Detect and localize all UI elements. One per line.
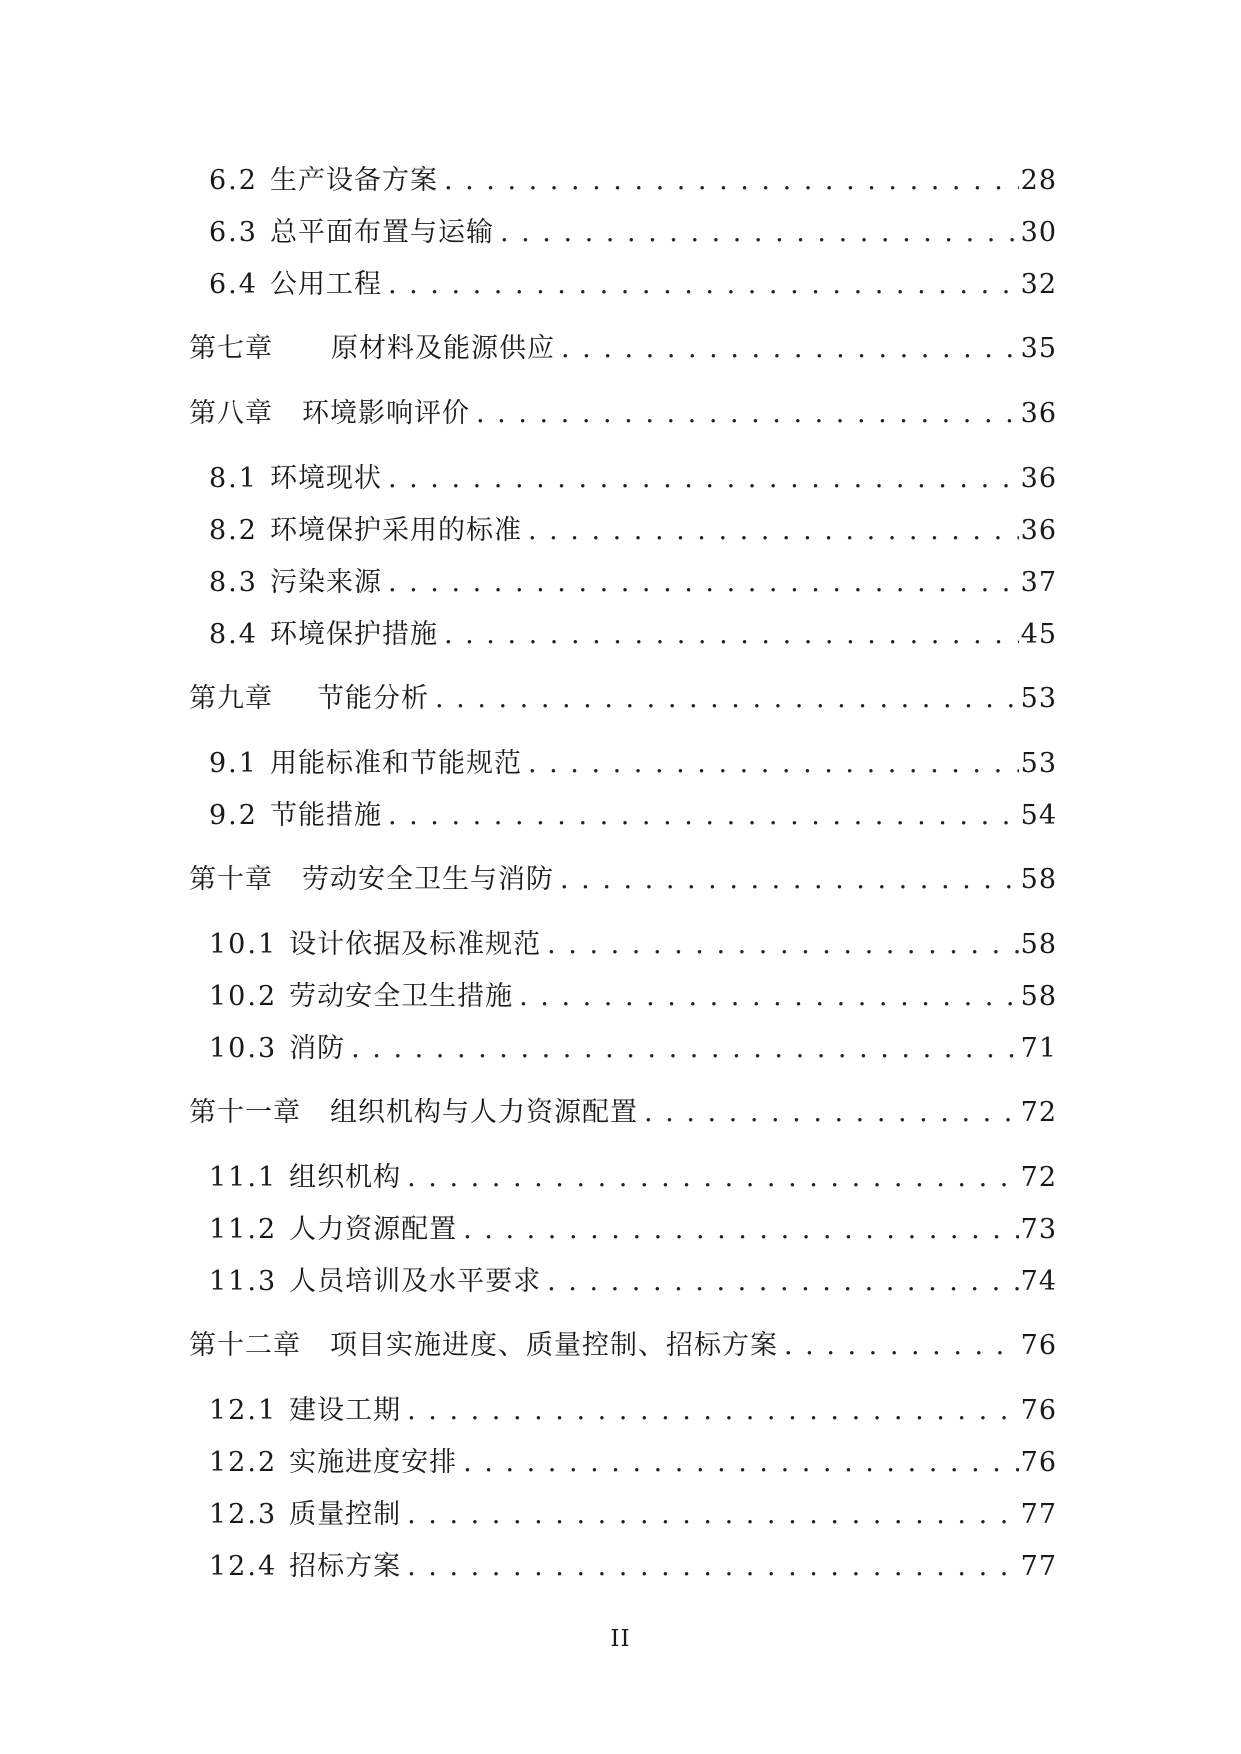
toc-entry-page: 73 xyxy=(1020,1214,1057,1245)
toc-entry-section[interactable] xyxy=(209,1029,1057,1069)
toc-entry-number: 6.2 xyxy=(209,165,258,196)
toc-entry-number: 10.1 xyxy=(209,929,278,960)
toc-entry-chapter[interactable] xyxy=(189,679,1057,719)
toc-entry-page: 36 xyxy=(1020,515,1057,546)
toc-entry-page: 36 xyxy=(1020,398,1057,429)
toc-entry-number: 12.1 xyxy=(209,1395,278,1426)
toc-entry-page: 53 xyxy=(1020,748,1057,779)
toc-entry-title: 用能标准和节能规范 xyxy=(269,748,522,779)
toc-entry-page: 45 xyxy=(1020,619,1057,650)
page-number: II xyxy=(610,1626,631,1652)
dot-leader xyxy=(388,459,1019,499)
toc-entry-number: 6.4 xyxy=(209,269,258,300)
toc-entry-page: 72 xyxy=(1020,1097,1057,1128)
dot-leader xyxy=(644,1093,1019,1133)
toc-entry-number: 11.1 xyxy=(209,1162,278,1193)
toc-entry-title: 组织机构与人力资源配置 xyxy=(330,1097,638,1128)
toc-entry-page: 37 xyxy=(1020,567,1057,598)
toc-entry-title: 质量控制 xyxy=(289,1499,402,1530)
dot-leader xyxy=(500,213,1019,253)
toc-entry-title: 原材料及能源供应 xyxy=(331,333,555,364)
toc-entry-title: 建设工期 xyxy=(289,1395,402,1426)
toc-entry-number: 6.3 xyxy=(209,217,258,248)
toc-entry-title: 公用工程 xyxy=(269,269,382,300)
toc-entry-number: 8.3 xyxy=(209,567,258,598)
toc-entry-title: 总平面布置与运输 xyxy=(269,217,494,248)
toc-entry-number: 第九章 xyxy=(189,683,273,714)
toc-entry-section[interactable] xyxy=(209,1158,1057,1198)
toc-entry-page: 76 xyxy=(1020,1395,1057,1426)
toc-entry-title: 招标方案 xyxy=(289,1551,402,1582)
dot-leader xyxy=(444,615,1019,655)
toc-entry-number: 10.2 xyxy=(209,981,278,1012)
toc-entry-chapter[interactable] xyxy=(189,329,1057,369)
toc-entry-title: 实施进度安排 xyxy=(289,1447,458,1478)
toc-entry-section[interactable] xyxy=(209,1262,1057,1302)
toc-entry-section[interactable] xyxy=(209,213,1057,253)
toc-entry-section[interactable] xyxy=(209,796,1057,836)
dot-leader xyxy=(519,977,1019,1017)
toc-entry-section[interactable] xyxy=(209,1547,1057,1587)
dot-leader xyxy=(407,1158,1019,1198)
toc-entry-title: 节能措施 xyxy=(269,800,382,831)
toc-entry-section[interactable] xyxy=(209,1443,1057,1483)
toc-entry-title: 人员培训及水平要求 xyxy=(289,1266,542,1297)
toc-entry-title: 生产设备方案 xyxy=(269,165,438,196)
dot-leader xyxy=(784,1326,1019,1366)
toc-entry-page: 58 xyxy=(1020,929,1057,960)
toc-entry-title: 项目实施进度、质量控制、招标方案 xyxy=(330,1330,778,1361)
toc-entry-number: 9.2 xyxy=(209,800,258,831)
toc-entry-page: 71 xyxy=(1020,1033,1057,1064)
toc-entry-title: 劳动安全卫生措施 xyxy=(289,981,514,1012)
dot-leader xyxy=(560,860,1019,900)
toc-entry-section[interactable] xyxy=(209,1391,1057,1431)
dot-leader xyxy=(388,265,1019,305)
toc-entry-title: 环境现状 xyxy=(269,463,382,494)
dot-leader xyxy=(463,1443,1019,1483)
toc-entry-number: 12.2 xyxy=(209,1447,278,1478)
toc-entry-page: 35 xyxy=(1020,333,1057,364)
dot-leader xyxy=(547,925,1019,965)
toc-entry-page: 28 xyxy=(1020,165,1057,196)
toc-entry-title: 环境保护采用的标准 xyxy=(269,515,522,546)
toc-entry-title: 人力资源配置 xyxy=(289,1214,458,1245)
dot-leader xyxy=(463,1210,1019,1250)
toc-entry-page: 76 xyxy=(1020,1330,1057,1361)
toc-entry-page: 58 xyxy=(1020,981,1057,1012)
toc-entry-section[interactable] xyxy=(209,161,1057,201)
dot-leader xyxy=(476,394,1019,434)
toc-entry-page: 74 xyxy=(1020,1266,1057,1297)
toc-entry-page: 76 xyxy=(1020,1447,1057,1478)
dot-leader xyxy=(561,329,1019,369)
toc-entry-section[interactable] xyxy=(209,744,1057,784)
toc-entry-page: 53 xyxy=(1020,683,1057,714)
toc-entry-number: 9.1 xyxy=(209,748,258,779)
toc-entry-number: 第十章 xyxy=(189,864,273,895)
toc-entry-number: 11.3 xyxy=(209,1266,278,1297)
toc-entry-section[interactable] xyxy=(209,511,1057,551)
toc-entry-page: 77 xyxy=(1020,1499,1057,1530)
toc-entry-section[interactable] xyxy=(209,925,1057,965)
toc-entry-number: 11.2 xyxy=(209,1214,278,1245)
toc-entry-title: 节能分析 xyxy=(317,683,429,714)
toc-entry-number: 12.3 xyxy=(209,1499,278,1530)
dot-leader xyxy=(407,1391,1019,1431)
toc-entry-section[interactable] xyxy=(209,1210,1057,1250)
toc-entry-chapter[interactable] xyxy=(189,1093,1057,1133)
toc-entry-chapter[interactable] xyxy=(189,860,1057,900)
dot-leader xyxy=(407,1547,1019,1587)
toc-entry-page: 77 xyxy=(1020,1551,1057,1582)
dot-leader xyxy=(444,161,1019,201)
toc-entry-number: 8.1 xyxy=(209,463,258,494)
dot-leader xyxy=(435,679,1019,719)
dot-leader xyxy=(388,796,1019,836)
dot-leader xyxy=(388,563,1019,603)
toc-entry-section[interactable] xyxy=(209,563,1057,603)
toc-entry-page: 32 xyxy=(1020,269,1057,300)
dot-leader xyxy=(528,744,1019,784)
toc-entry-title: 消防 xyxy=(289,1033,346,1064)
toc-entry-chapter[interactable] xyxy=(189,394,1057,434)
toc-entry-section[interactable] xyxy=(209,977,1057,1017)
toc-entry-title: 污染来源 xyxy=(269,567,382,598)
toc-entry-number: 8.2 xyxy=(209,515,258,546)
toc-entry-number: 第十二章 xyxy=(189,1330,301,1361)
toc-entry-chapter[interactable] xyxy=(189,1326,1057,1366)
toc-entry-title: 环境影响评价 xyxy=(302,398,470,429)
toc-entry-page: 72 xyxy=(1020,1162,1057,1193)
toc-entry-page: 54 xyxy=(1020,800,1057,831)
dot-leader xyxy=(407,1495,1019,1535)
toc-entry-page: 36 xyxy=(1020,463,1057,494)
dot-leader xyxy=(547,1262,1019,1302)
toc-entry-title: 环境保护措施 xyxy=(269,619,438,650)
toc-entry-number: 10.3 xyxy=(209,1033,278,1064)
toc-entry-number: 12.4 xyxy=(209,1551,278,1582)
toc-entry-number: 第七章 xyxy=(189,333,273,364)
toc-entry-title: 设计依据及标准规范 xyxy=(289,929,542,960)
toc-entry-title: 劳动安全卫生与消防 xyxy=(302,864,554,895)
toc-entry-number: 8.4 xyxy=(209,619,258,650)
dot-leader xyxy=(351,1029,1019,1069)
toc-entry-number: 第十一章 xyxy=(189,1097,301,1128)
toc-entry-title: 组织机构 xyxy=(289,1162,402,1193)
toc-entry-section[interactable] xyxy=(209,1495,1057,1535)
dot-leader xyxy=(528,511,1019,551)
toc-entry-section[interactable] xyxy=(209,459,1057,499)
toc-entry-page: 30 xyxy=(1020,217,1057,248)
toc-entry-section[interactable] xyxy=(209,615,1057,655)
toc-entry-number: 第八章 xyxy=(189,398,273,429)
toc-entry-section[interactable] xyxy=(209,265,1057,305)
toc-entry-page: 58 xyxy=(1020,864,1057,895)
